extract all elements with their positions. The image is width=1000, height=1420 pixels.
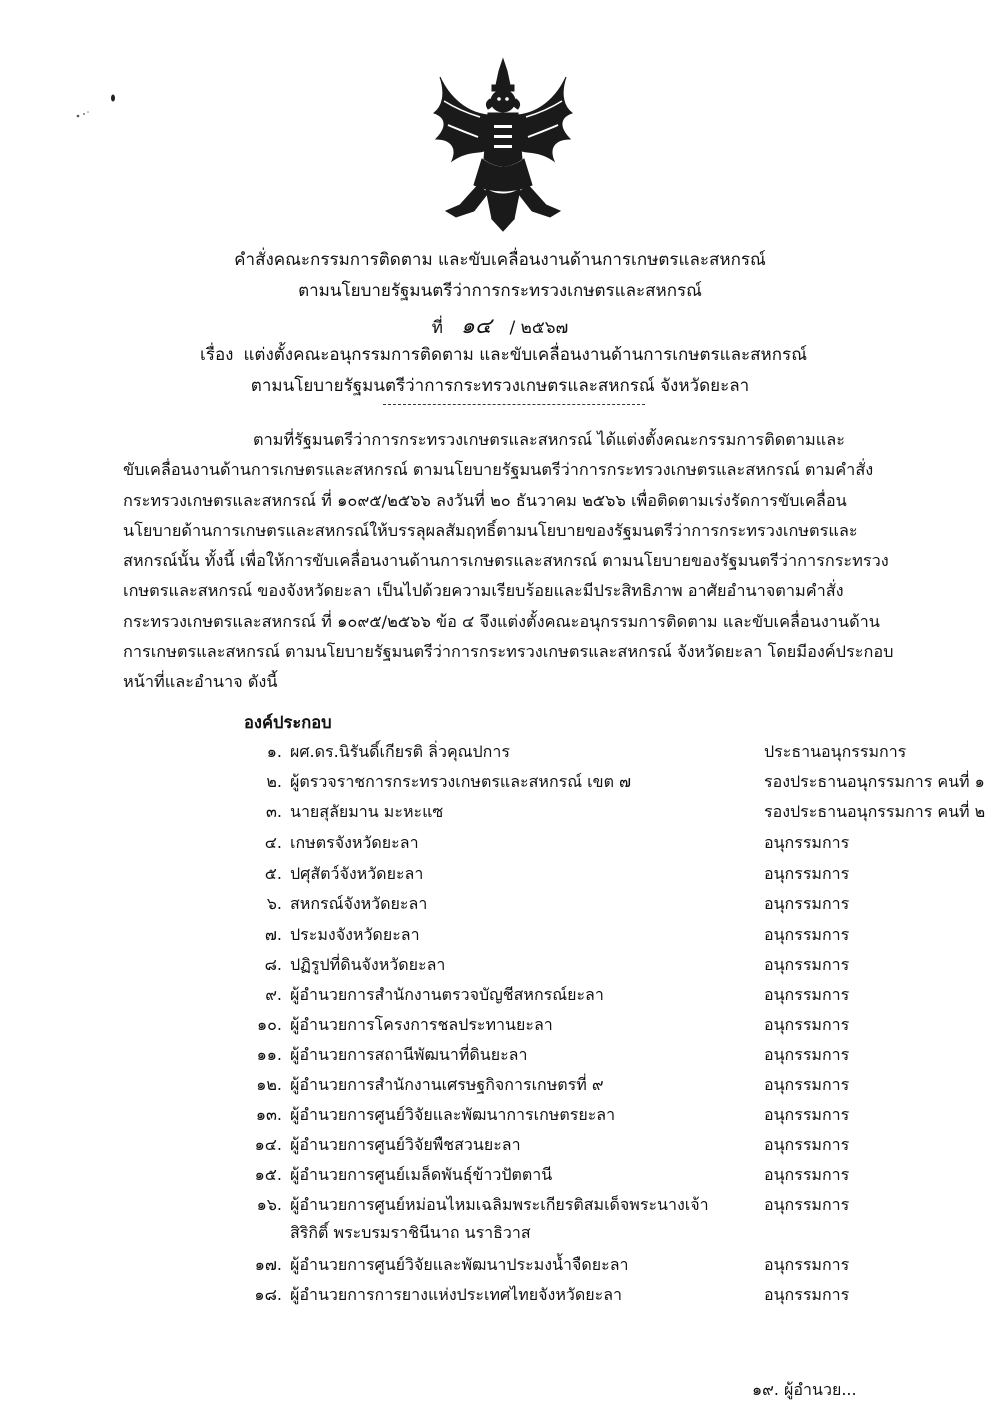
member-number: ๑๔.: [254, 1135, 282, 1154]
member-role: อนุกรรมการ: [764, 864, 850, 883]
member-role: อนุกรรมการ: [764, 833, 850, 852]
member-row: [240, 1193, 1000, 1249]
member-number: ๓.: [265, 802, 282, 821]
member-role: อนุกรรมการ: [764, 1105, 850, 1124]
order-year: / ๒๕๖๗: [509, 318, 569, 338]
member-number: ๑๖.: [256, 1195, 282, 1214]
member-role: อนุกรรมการ: [764, 1285, 850, 1304]
member-number: ๑๕.: [254, 1165, 282, 1184]
member-role: อนุกรรมการ: [764, 1135, 850, 1154]
member-number: ๔.: [264, 833, 282, 852]
member-role: อนุกรรมการ: [764, 925, 850, 944]
member-number: ๖.: [266, 894, 282, 913]
order-title-line1: คำสั่งคณะกรรมการติดตาม และขับเคลื่อนงานด้านการเกษตรและสหกรณ์: [234, 250, 766, 270]
member-role: อนุกรรมการ: [764, 955, 850, 974]
member-name: ผู้อำนวยการศูนย์วิจัยพืชสวนยะลา: [290, 1135, 521, 1154]
member-number: ๑๓.: [255, 1105, 282, 1124]
member-row: [240, 1013, 1000, 1041]
member-name: [290, 1193, 730, 1246]
subject-label: เรื่อง: [200, 345, 234, 365]
subject-text1: แต่งตั้งคณะอนุกรรมการติดตาม และขับเคลื่อนงานด้านการเกษตรและสหกรณ์: [243, 345, 807, 365]
body-line: กระทรวงเกษตรและสหกรณ์ ที่ ๑๐๙๕/๒๕๖๖ ข้อ ๔ จึงแต่งตั้งคณะอนุกรรมการติดตาม และขับเคลื่อนงานด้าน: [123, 611, 880, 631]
member-name: ผู้อำนวยการสำนักงานตรวจบัญชีสหกรณ์ยะลา: [290, 985, 604, 1004]
body-line: ตามที่รัฐมนตรีว่าการกระทรวงเกษตรและสหกรณ์ ได้แต่งตั้งคณะกรรมการติดตามและ: [253, 430, 845, 449]
garuda-emblem-icon: [428, 55, 578, 233]
body-line: กระทรวงเกษตรและสหกรณ์ ที่ ๑๐๙๕/๒๕๖๖ ลงวันที่ ๒๐ ธันวาคม ๒๕๖๖ เพื่อติดตามเร่งรัดการขับเคลื่อน: [123, 490, 847, 510]
member-number: ๑๗.: [254, 1255, 282, 1274]
member-role: ประธานอนุกรรมการ: [764, 742, 907, 761]
divider: [383, 404, 645, 405]
order-number-line: [0, 308, 1000, 343]
body-line: ขับเคลื่อนงานด้านการเกษตรและสหกรณ์ ตามนโยบายรัฐมนตรีว่าการกระทรวงเกษตรและสหกรณ์ ตามคำสั่ง: [123, 460, 874, 480]
member-number: ๘.: [264, 955, 282, 974]
composition-title: องค์ประกอบ: [244, 713, 332, 732]
member-row: [240, 1283, 1000, 1311]
member-name: ปศุสัตว์จังหวัดยะลา: [290, 864, 424, 883]
member-name: ผู้อำนวยการโครงการชลประทานยะลา: [290, 1015, 553, 1034]
subject-line2: ตามนโยบายรัฐมนตรีว่าการกระทรวงเกษตรและสหกรณ์ จังหวัดยะลา: [250, 376, 750, 396]
member-name: เกษตรจังหวัดยะลา: [290, 833, 419, 852]
member-name: ผู้อำนวยการสำนักงานเศรษฐกิจการเกษตรที่ ๙: [290, 1075, 604, 1094]
member-role: อนุกรรมการ: [764, 1255, 850, 1274]
member-number: ๑๐.: [256, 1015, 282, 1034]
member-row: [240, 831, 1000, 859]
member-number: ๑๑.: [256, 1045, 282, 1064]
member-name-line1: ผู้อำนวยการศูนย์หม่อนไหมเฉลิมพระเกียรติสมเด็จพระนางเจ้า: [290, 1195, 709, 1214]
body-line: สหกรณ์นั้น ทั้งนี้ เพื่อให้การขับเคลื่อนงานด้านการเกษตรและสหกรณ์ ตามนโยบายของรัฐมนตรีว่าการกระทรวง: [123, 551, 889, 571]
scan-speck: [72, 92, 132, 122]
member-role: อนุกรรมการ: [764, 1195, 850, 1214]
order-number: ๑๔: [460, 314, 492, 339]
member-name-line2: สิริกิติ์ พระบรมราชินีนาถ นราธิวาส: [290, 1223, 531, 1242]
body-line: หน้าที่และอำนาจ ดังนี้: [123, 672, 278, 692]
member-number: ๒.: [266, 772, 282, 791]
member-row: [240, 983, 1000, 1011]
body-paragraph: [123, 425, 918, 698]
member-row: [240, 862, 1000, 890]
member-number: ๕.: [264, 864, 282, 883]
member-name: ผู้อำนวยการศูนย์วิจัยและพัฒนาประมงน้ำจืดยะลา: [290, 1255, 629, 1274]
member-name: ประมงจังหวัดยะลา: [290, 925, 420, 944]
member-row: [240, 1103, 1000, 1131]
member-role: อนุกรรมการ: [764, 985, 850, 1004]
member-row: [240, 953, 1000, 981]
member-name: สหกรณ์จังหวัดยะลา: [290, 894, 428, 913]
member-row: [240, 740, 1000, 768]
member-number: ๑.: [266, 742, 282, 761]
member-name: ผู้ตรวจราชการกระทรวงเกษตรและสหกรณ์ เขต ๗: [290, 772, 632, 791]
subject-line1: [200, 341, 807, 368]
continuation-note: ๑๙. ผู้อำนวย...: [752, 1380, 857, 1399]
body-line: การเกษตรและสหกรณ์ ตามนโยบายรัฐมนตรีว่าการกระทรวงเกษตรและสหกรณ์ จังหวัดยะลา โดยมีองค์ประกอบ: [123, 642, 894, 662]
member-role: อนุกรรมการ: [764, 1075, 850, 1094]
member-row: [240, 800, 1000, 828]
member-row: [240, 770, 1000, 798]
body-line: เกษตรและสหกรณ์ ของจังหวัดยะลา เป็นไปด้วยความเรียบร้อยและมีประสิทธิภาพ อาศัยอำนาจตามคำสั่ง: [123, 581, 844, 601]
member-role: อนุกรรมการ: [764, 1015, 850, 1034]
order-title-line2: ตามนโยบายรัฐมนตรีว่าการกระทรวงเกษตรและสหกรณ์: [298, 281, 702, 301]
member-role: รองประธานอนุกรรมการ คนที่ ๒: [764, 802, 986, 821]
member-row: [240, 923, 1000, 951]
member-name: ผศ.ดร.นิรันดิ์เกียรติ ลิ่วคุณปการ: [290, 742, 510, 761]
member-number: ๑๘.: [254, 1285, 282, 1304]
member-number: ๑๒.: [256, 1075, 282, 1094]
member-row: [240, 1043, 1000, 1071]
member-role: รองประธานอนุกรรมการ คนที่ ๑: [764, 772, 985, 791]
member-name: ผู้อำนวยการการยางแห่งประเทศไทยจังหวัดยะลา: [290, 1285, 622, 1304]
member-row: [240, 892, 1000, 920]
member-row: [240, 1163, 1000, 1191]
member-name: นายสุลัยมาน มะหะแซ: [290, 802, 444, 821]
member-name: ผู้อำนวยการสถานีพัฒนาที่ดินยะลา: [290, 1045, 528, 1064]
member-name: ปฏิรูปที่ดินจังหวัดยะลา: [290, 955, 446, 974]
member-row: [240, 1133, 1000, 1161]
member-number: ๗.: [264, 925, 282, 944]
member-name: ผู้อำนวยการศูนย์วิจัยและพัฒนาการเกษตรยะลา: [290, 1105, 616, 1124]
member-role: อนุกรรมการ: [764, 1165, 850, 1184]
member-row: [240, 1253, 1000, 1281]
member-name: ผู้อำนวยการศูนย์เมล็ดพันธุ์ข้าวปัตตานี: [290, 1165, 553, 1184]
member-role: อนุกรรมการ: [764, 894, 850, 913]
member-role: อนุกรรมการ: [764, 1045, 850, 1064]
member-row: [240, 1073, 1000, 1101]
number-prefix: ที่: [431, 318, 443, 338]
body-line: นโยบายด้านการเกษตรและสหกรณ์ให้บรรลุผลสัมฤทธิ์ตามนโยบายของรัฐมนตรีว่าการกระทรวงเกษตรและ: [123, 520, 858, 540]
member-number: ๙.: [265, 985, 282, 1004]
